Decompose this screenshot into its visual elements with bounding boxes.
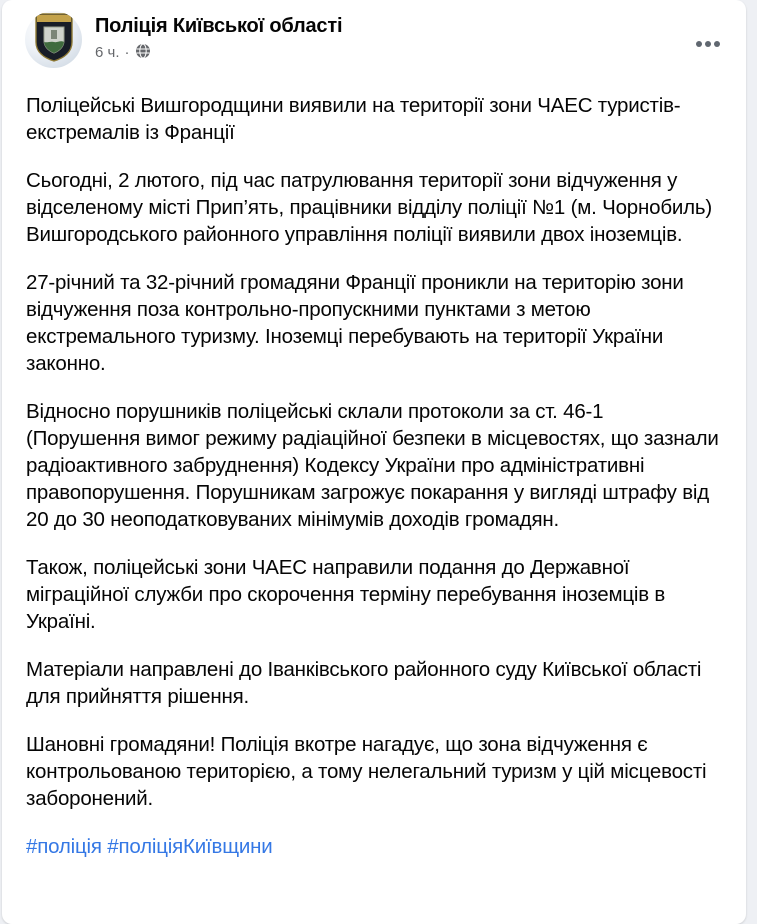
post-paragraph: Матеріали направлені до Іванківського районного суду Київської області для прийняття рішення. [26, 658, 702, 708]
ellipsis-icon [696, 41, 702, 47]
timestamp-link[interactable]: 6 ч. [95, 44, 120, 61]
post-paragraph: Відносно порушників поліцейські склали протоколи за ст. 46-1 (Порушення вимог режиму радіаційної безпеки в місцевостях, що зазнали радіоактивного забруднення) Кодексу України про адміністративні правопорушення. Порушникам загрожує покарання у вигляді штрафу від 20 до 30 неоподатковуваних мінімумів доходів громадян. [26, 400, 719, 531]
header-text [95, 11, 342, 63]
dot-separator: · [124, 44, 130, 61]
globe-icon [135, 43, 151, 63]
post-meta [95, 42, 342, 63]
post-paragraph: 27-річний та 32-річний громадяни Франції проникли на територію зони відчуження поза контрольно-пропускними пунктами з метою екстремального туризму. Іноземці перебувають на території України законно. [26, 271, 684, 375]
post-paragraph: Сьогодні, 2 лютого, під час патрулювання території зони відчуження у відселеному місті Прип’ять, працівники відділу поліції №1 (м. Чорнобиль) Вишгородського районного управління поліції виявили двох іноземців. [26, 169, 712, 246]
post-header [2, 0, 746, 68]
post-options-button[interactable] [691, 29, 725, 59]
police-shield-emblem-icon [32, 12, 76, 67]
post-body [2, 92, 746, 901]
hashtag-link-politsiya-kyivshchyny[interactable]: #поліціяКиївщини [107, 835, 273, 858]
facebook-post-card [2, 0, 746, 924]
page-name-link[interactable]: Поліція Київської області [95, 15, 343, 37]
hashtag-link-politsiya[interactable]: #поліція [26, 835, 102, 858]
post-paragraph: Поліцейські Вишгородщини виявили на території зони ЧАЕС туристів-екстремалів із Франції [26, 94, 681, 144]
post-paragraph: Також, поліцейські зони ЧАЕС направили подання до Державної міграційної служби про скорочення терміну перебування іноземців в Україні. [26, 556, 666, 633]
post-paragraph: Шановні громадяни! Поліція вкотре нагадує, що зона відчуження є контрольованою територією, а тому нелегальний туризм у цій місцевості заборонений. [26, 733, 707, 810]
page-avatar[interactable] [25, 11, 82, 68]
hashtags-row [26, 833, 720, 860]
